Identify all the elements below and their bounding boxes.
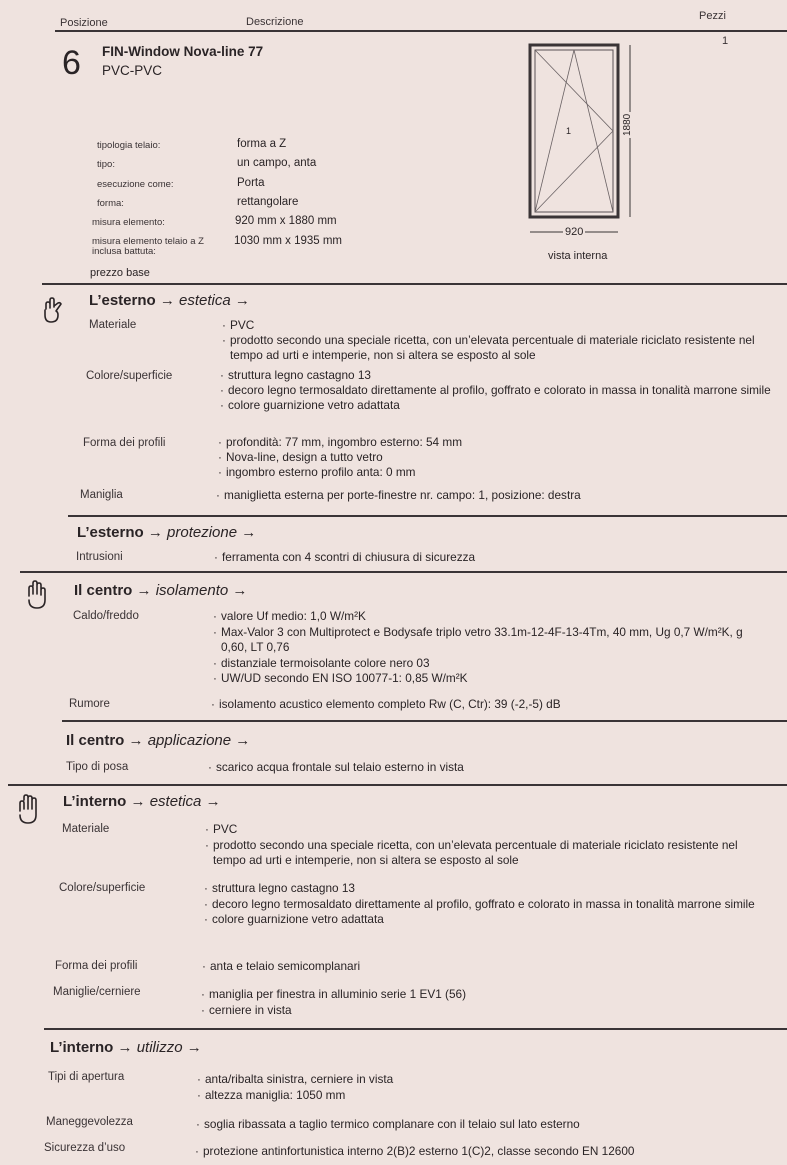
section-title-main: Il centro — [66, 732, 125, 749]
pane-label: 1 — [566, 126, 572, 136]
row-item: · ingombro esterno profilo anta: 0 mm — [214, 465, 774, 480]
section-title-main: L’esterno — [89, 292, 156, 309]
row-item: · ferramenta con 4 scontri di chiusura di sicurezza — [210, 550, 770, 565]
section-subtitle: estetica — [149, 793, 202, 810]
spec-label: forma: — [97, 198, 124, 209]
spec-value: forma a Z — [237, 138, 287, 150]
row-item: · prodotto secondo una speciale ricetta, con un’elevata percentuale di materiale riciclato resistente nel tempo ad urti e intemperie, non si altera se esposto al sole — [201, 838, 771, 869]
arrow-right-icon: → — [232, 582, 248, 599]
spec-label: tipo: — [97, 159, 115, 170]
arrow-right-icon: → — [235, 732, 251, 749]
section-rule — [42, 283, 787, 285]
hand-icon — [40, 295, 70, 325]
header-posizione: Posizione — [60, 17, 108, 29]
row-label: Tipo di posa — [66, 761, 129, 773]
section-title-centro-isolamento — [74, 582, 247, 599]
section-title-interno-estetica — [63, 793, 221, 810]
spec-value: 920 mm x 1880 mm — [235, 215, 337, 227]
row-item: · decoro legno termosaldato direttamente al profilo, goffrato e colorato in massa in tonalità marrone simile — [216, 383, 776, 398]
section-rule — [62, 720, 787, 722]
row-label: Colore/superficie — [86, 370, 173, 382]
row-values — [204, 760, 764, 775]
arrow-right-icon: → — [147, 524, 163, 541]
row-values — [209, 609, 769, 687]
row-item: · anta e telaio semicomplanari — [198, 959, 768, 974]
row-item: · Max-Valor 3 con Multiprotect e Bodysafe triplo vetro 33.1m-12-4F-13-4Tm, 40 mm, Ug 0,7 W/m²K, g 0,60, LT 0,76 — [209, 625, 769, 656]
section-title-main: L’esterno — [77, 524, 144, 541]
row-values — [201, 822, 771, 869]
quantity: 1 — [722, 35, 729, 47]
arrow-right-icon: → — [205, 793, 221, 810]
spec-value: 1030 mm x 1935 mm — [234, 235, 343, 247]
height-label: 1880 — [622, 113, 633, 136]
section-subtitle: estetica — [179, 292, 231, 309]
row-values — [192, 1117, 782, 1132]
row-label: Maniglie/cerniere — [53, 986, 141, 998]
row-item: · PVC — [218, 318, 758, 333]
header-descrizione: Descrizione — [246, 16, 304, 28]
row-label: Forma dei profili — [55, 960, 138, 972]
section-rule — [68, 515, 787, 517]
hand-icon — [22, 580, 52, 610]
row-item: · PVC — [201, 822, 771, 838]
row-values — [198, 959, 768, 974]
row-item: · colore guarnizione vetro adattata — [200, 912, 780, 928]
row-label: Colore/superficie — [59, 882, 146, 894]
row-item: · valore Uf medio: 1,0 W/m²K — [209, 609, 769, 625]
arrow-right-icon: → — [130, 793, 146, 810]
drawing-caption: vista interna — [548, 250, 608, 262]
arrow-right-icon: → — [186, 1039, 202, 1056]
row-item: · profondità: 77 mm, ingombro esterno: 54 mm — [214, 435, 774, 450]
row-item: · scarico acqua frontale sul telaio esterno in vista — [204, 760, 764, 775]
product-material: PVC-PVC — [102, 63, 163, 78]
row-item: · maniglia per finestra in alluminio serie 1 EV1 (56) — [197, 986, 767, 1002]
row-item: · UW/UD secondo EN ISO 10077-1: 0,85 W/m²K — [209, 671, 769, 687]
row-label: Intrusioni — [76, 551, 123, 563]
row-item: · colore guarnizione vetro adattata — [216, 398, 776, 413]
product-name: FIN-Window Nova-line 77 — [102, 44, 264, 59]
width-label: 920 — [565, 226, 584, 238]
row-values — [193, 1071, 773, 1103]
arrow-right-icon: → — [136, 582, 152, 599]
row-item: · soglia ribassata a taglio termico complanare con il telaio sul lato esterno — [192, 1117, 782, 1132]
row-label: Caldo/freddo — [73, 610, 139, 622]
section-title-main: L’interno — [63, 793, 127, 810]
position-number: 6 — [62, 44, 81, 82]
row-values — [200, 881, 780, 928]
row-values — [214, 435, 774, 480]
spec-value: Porta — [237, 177, 265, 189]
arrow-right-icon: → — [241, 524, 257, 541]
spec-label: tipologia telaio: — [97, 140, 161, 151]
section-rule — [44, 1028, 787, 1030]
row-item: · prodotto secondo una speciale ricetta, con un’elevata percentuale di materiale riciclato resistente nel tempo ad urti e intemperie, non si altera se esposto al sole — [218, 333, 758, 363]
row-values — [212, 488, 772, 503]
section-rule — [8, 784, 787, 786]
header-pezzi: Pezzi — [699, 10, 726, 22]
base-price-label: prezzo base — [90, 267, 150, 279]
row-values — [210, 550, 770, 565]
row-values — [197, 986, 767, 1018]
spec-label: esecuzione come: — [97, 179, 174, 190]
row-values — [191, 1144, 786, 1159]
row-label: Sicurezza d’uso — [44, 1142, 126, 1154]
spec-value: rettangolare — [237, 196, 299, 208]
section-title-centro-applicazione — [66, 732, 250, 749]
spec-value: un campo, anta — [237, 157, 317, 169]
spec-label: misura elemento: — [92, 217, 165, 228]
row-label: Tipi di apertura — [48, 1071, 125, 1083]
row-values — [207, 697, 767, 712]
section-subtitle: protezione — [167, 524, 238, 541]
arrow-right-icon: → — [159, 292, 175, 309]
row-label: Materiale — [89, 319, 137, 331]
row-item: · protezione antinfortunistica interno 2(B)2 esterno 1(C)2, classe secondo EN 12600 — [191, 1144, 786, 1159]
arrow-right-icon: → — [117, 1039, 133, 1056]
row-item: · isolamento acustico elemento completo Rw (C, Ctr): 39 (-2,-5) dB — [207, 697, 767, 712]
spec-label: misura elemento telaio a Z inclusa battuta: — [92, 236, 204, 257]
row-item: · Nova-line, design a tutto vetro — [214, 450, 774, 465]
section-title-main: L’interno — [50, 1039, 114, 1056]
row-label: Forma dei profili — [83, 437, 166, 449]
section-title-esterno-estetica — [89, 292, 250, 309]
row-item: · decoro legno termosaldato direttamente al profilo, goffrato e colorato in massa in tonalità marrone simile — [200, 897, 780, 913]
row-label: Rumore — [69, 698, 110, 710]
row-item: · struttura legno castagno 13 — [216, 368, 776, 383]
row-item: · anta/ribalta sinistra, cerniere in vista — [193, 1071, 773, 1087]
hand-icon — [14, 794, 44, 824]
section-title-interno-utilizzo — [50, 1039, 202, 1056]
row-item: · altezza maniglia: 1050 mm — [193, 1087, 773, 1103]
arrow-right-icon: → — [234, 292, 250, 309]
section-rule — [20, 571, 787, 573]
row-label: Materiale — [62, 823, 110, 835]
row-item: · maniglietta esterna per porte-finestre nr. campo: 1, posizione: destra — [212, 488, 772, 503]
row-item: · struttura legno castagno 13 — [200, 881, 780, 897]
row-label: Maneggevolezza — [46, 1116, 133, 1128]
row-item: · cerniere in vista — [197, 1002, 767, 1018]
row-values — [218, 318, 758, 363]
section-subtitle: utilizzo — [136, 1039, 183, 1056]
section-title-esterno-protezione — [77, 524, 256, 541]
section-subtitle: applicazione — [147, 732, 232, 749]
section-title-main: Il centro — [74, 582, 133, 599]
row-item: · distanziale termoisolante colore nero 03 — [209, 656, 769, 672]
header-rule — [55, 30, 787, 32]
row-values — [216, 368, 776, 413]
section-subtitle: isolamento — [155, 582, 229, 599]
row-label: Maniglia — [80, 489, 123, 501]
arrow-right-icon: → — [128, 732, 144, 749]
